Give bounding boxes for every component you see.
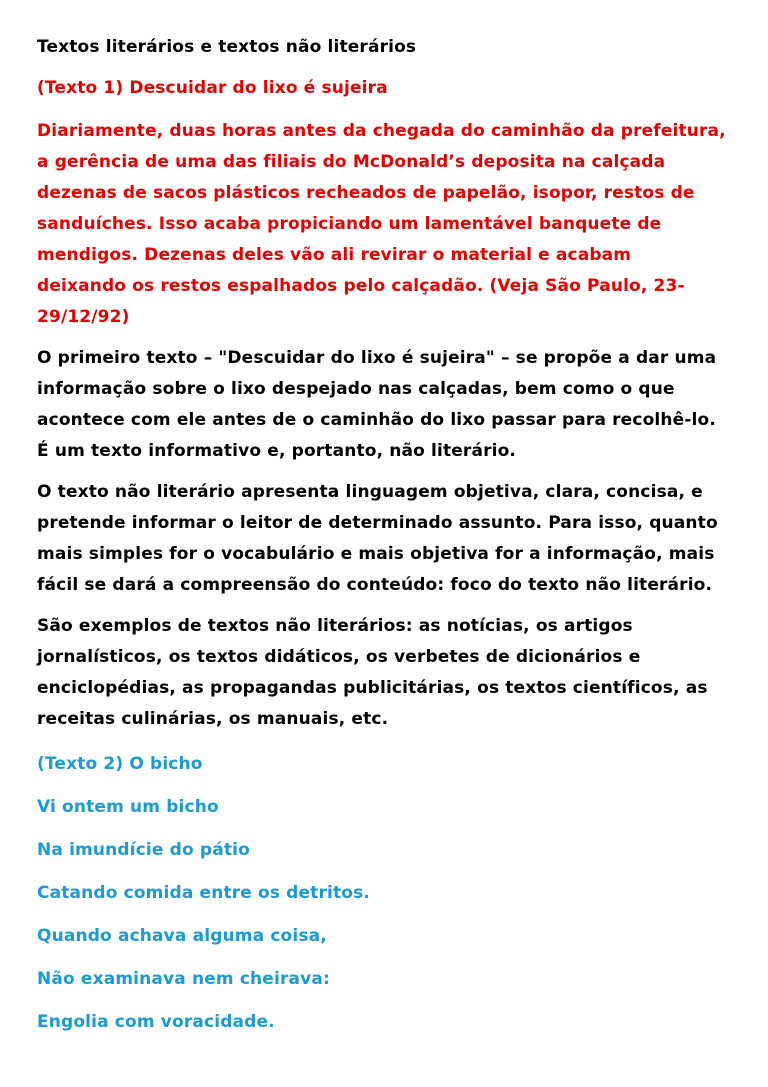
texto1-line: mendigos. Dezenas deles vão ali revirar o material e acabam [37, 245, 632, 265]
texto2-heading: (Texto 2) O bicho [37, 754, 203, 774]
texto2-poem [37, 780, 738, 1038]
poem-verse: Engolia com voracidade. [37, 1012, 275, 1032]
poem-verse: Na imundície do pátio [37, 840, 250, 860]
paragraph-line: informação sobre o lixo despejado nas calçadas, bem como o que [37, 379, 675, 399]
texto1-body [37, 116, 738, 333]
poem-verse: Quando achava alguma coisa, [37, 926, 327, 946]
texto1-heading: (Texto 1) Descuidar do lixo é sujeira [37, 78, 388, 98]
paragraph-first-text-analysis [37, 343, 738, 467]
poem-verse: Não examinava nem cheirava: [37, 969, 330, 989]
paragraph-line: É um texto informativo e, portanto, não literário. [37, 441, 517, 461]
texto1-line: dezenas de sacos plásticos recheados de papelão, isopor, restos de [37, 183, 695, 203]
paragraph-line: receitas culinárias, os manuais, etc. [37, 709, 389, 729]
poem-verse: Catando comida entre os detritos. [37, 883, 370, 903]
texto1-line: deixando os restos espalhados pelo calçadão. (Veja São Paulo, 23- [37, 276, 685, 296]
paragraph-line: acontece com ele antes de o caminhão do lixo passar para recolhê-lo. [37, 410, 716, 430]
paragraph-line: fácil se dará a compreensão do conteúdo: foco do texto não literário. [37, 575, 713, 595]
texto1-line: a gerência de uma das filiais do McDonald’s deposita na calçada [37, 152, 666, 172]
poem-verse: Vi ontem um bicho [37, 797, 219, 817]
paragraph-non-literary-definition [37, 477, 738, 601]
paragraph-line: O texto não literário apresenta linguagem objetiva, clara, concisa, e [37, 482, 703, 502]
texto1-line: 29/12/92) [37, 307, 130, 327]
paragraph-line: mais simples for o vocabulário e mais objetiva for a informação, mais [37, 544, 715, 564]
document-title: Textos literários e textos não literários [37, 37, 417, 57]
paragraph-line: pretende informar o leitor de determinado assunto. Para isso, quanto [37, 513, 718, 533]
paragraph-non-literary-examples [37, 611, 738, 735]
paragraph-line: São exemplos de textos não literários: as notícias, os artigos [37, 616, 633, 636]
paragraph-line: enciclopédias, as propagandas publicitárias, os textos científicos, as [37, 678, 708, 698]
paragraph-line: O primeiro texto – "Descuidar do lixo é sujeira" – se propõe a dar uma [37, 348, 717, 368]
texto1-line: sanduíches. Isso acaba propiciando um lamentável banquete de [37, 214, 662, 234]
texto1-line: Diariamente, duas horas antes da chegada do caminhão da prefeitura, [37, 121, 726, 141]
paragraph-line: jornalísticos, os textos didáticos, os verbetes de dicionários e [37, 647, 641, 667]
